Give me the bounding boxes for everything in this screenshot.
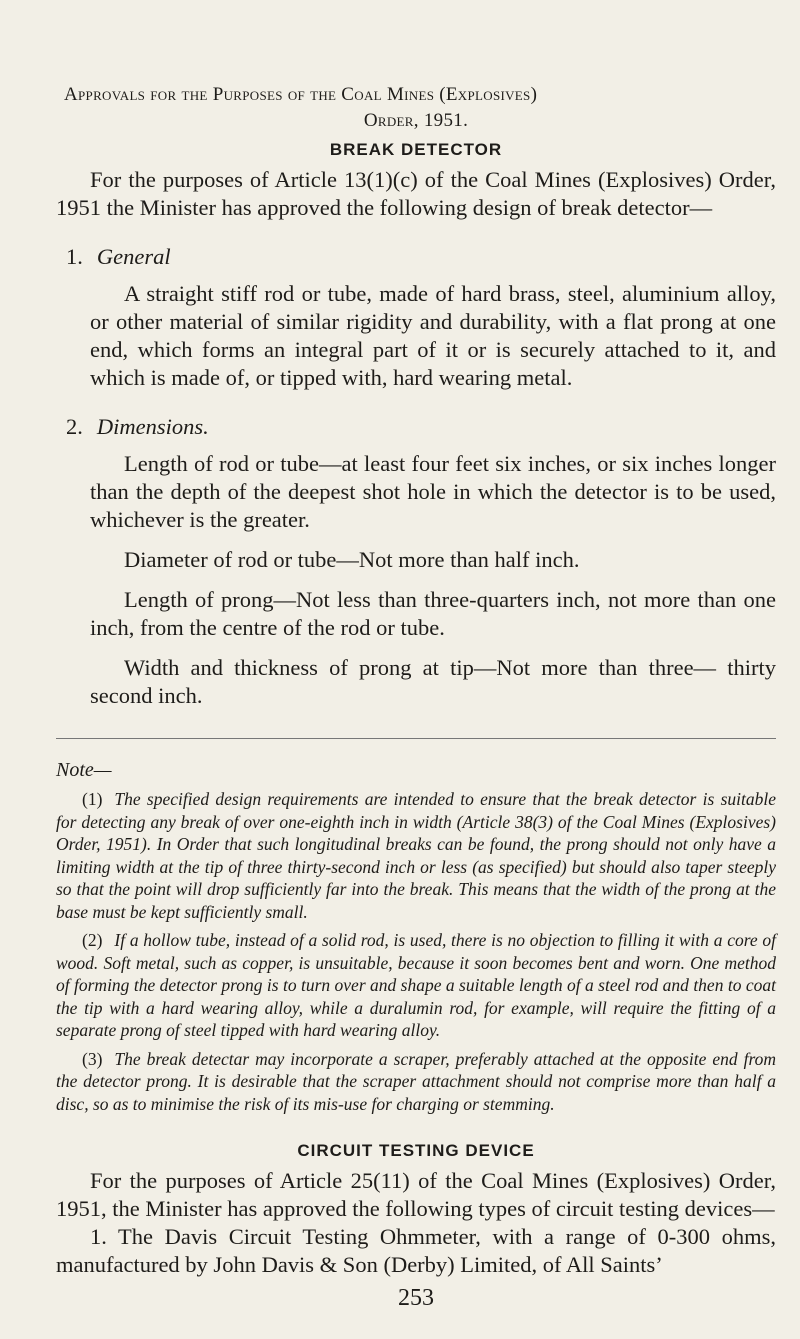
note-text: The specified design requirements are intended to ensure that the break detector is suitable for detecting any break of over one-eighth inch in width (Article 38(3) of the Coal Mines (Explosives) Order, 1951). In Order that such longitudinal breaks can be found, the prong should not only have a limiting width at the tip of three thirty-second inch or less (as specified) but should also taper steeply so that the point will drop sufficiently far into the break. This means that the width of the prong at the base must be kept sufficiently small. <box>56 789 776 922</box>
dimension-length-rod: Length of rod or tube—at least four feet six inches, or six inches longer than the depth of the deepest shot hole in which the detector is to be used, whichever is the greater. <box>90 451 776 532</box>
circuit-heading: CIRCUIT TESTING DEVICE <box>297 1141 535 1160</box>
note-number: (2) <box>82 930 103 950</box>
circuit-intro: For the purposes of Article 25(11) of the Coal Mines (Explosives) Order, 1951, the Minister has approved the following types of circuit testing devices— <box>56 1168 776 1221</box>
header-line-1: Approvals for the Purposes of the Coal Mines (Explosives) <box>64 84 538 105</box>
general-heading <box>66 244 776 270</box>
note-item-1 <box>56 788 776 923</box>
general-text: A straight stiff rod or tube, made of hard brass, steel, aluminium alloy, or other material of similar rigidity and durability, with a flat prong at one end, which forms an integral part of it or is securely attached to it, and which is made of, or tipped with, hard wearing metal. <box>90 281 776 390</box>
general-title: General <box>96 244 171 269</box>
dimension-length-prong: Length of prong—Not less than three-quarters inch, not more than one inch, from the centre of the rod or tube. <box>90 587 776 640</box>
note-item-3 <box>56 1048 776 1116</box>
dimension-diameter: Diameter of rod or tube—Not more than half inch. <box>124 547 580 572</box>
note-number: (1) <box>82 789 103 809</box>
header-line-2: Order, 1951. <box>363 110 469 131</box>
dimensions-title: Dimensions. <box>96 414 209 439</box>
note-item-2 <box>56 929 776 1042</box>
document-page <box>56 82 776 1312</box>
general-number: 1. <box>66 244 83 269</box>
dimension-width-prong: Width and thickness of prong at tip—Not more than three— thirty second inch. <box>90 655 776 708</box>
break-detector-heading: BREAK DETECTOR <box>329 140 503 159</box>
break-detector-intro: For the purposes of Article 13(1)(c) of the Coal Mines (Explosives) Order, 1951 the Minister has approved the following design of break detector— <box>56 167 776 220</box>
circuit-item-1: 1. The Davis Circuit Testing Ohmmeter, with a range of 0-300 ohms, manufactured by John Davis & Son (Derby) Limited, of All Saints’ <box>56 1224 776 1277</box>
divider <box>56 738 776 739</box>
note-number: (3) <box>82 1048 103 1069</box>
dimensions-number: 2. <box>66 414 83 439</box>
dimensions-heading <box>66 414 776 440</box>
page-number: 253 <box>398 1285 434 1311</box>
note-title: Note— <box>56 759 112 781</box>
note-text: The break detectar may incorporate a scraper, preferably attached at the opposite end from the detector prong. It is desirable that the scraper attachment should not comprise more than half a disc, so as to minimise the risk of its mis-use for charging or stemming. <box>56 1048 776 1114</box>
note-text: If a hollow tube, instead of a solid rod, is used, there is no objection to filling it with a core of wood. Soft metal, such as copper, is unsuitable, because it soon becomes bent and worn. One method of forming the detector prong is to turn over and shape a suitable length of a steel rod and then to coat the tip with a hard wearing alloy, while a duralumin rod, for example, will require the fitting of a separate prong of steel tipped with hard wearing alloy. <box>56 930 776 1040</box>
